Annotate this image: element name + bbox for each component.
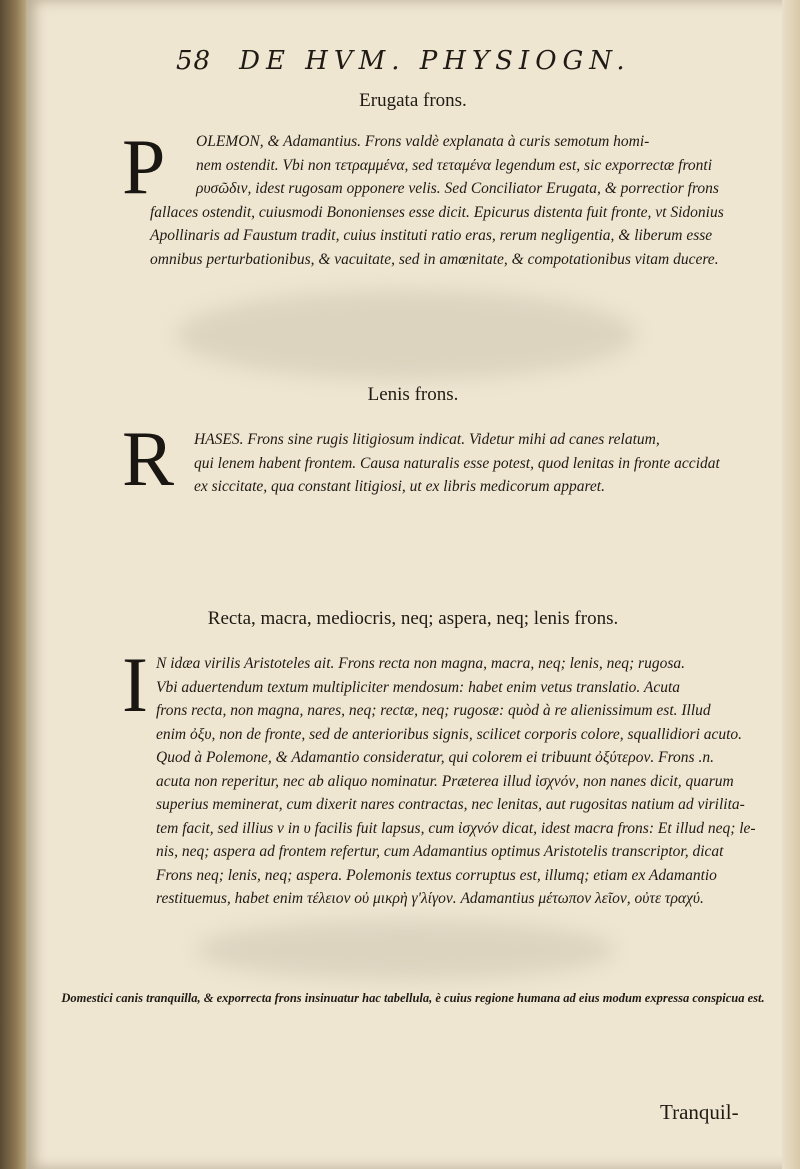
caption-line-1: Domestici canis tranquilla, & exporrecta frons insinuatur hac tabellula, è cuius xyxy=(61,991,472,1005)
section-heading-lenis: Lenis frons. xyxy=(367,384,459,405)
text-line: Apollinaris ad Faustum tradit, cuius instituti ratio eras, rerum negligentia, & liberum esse xyxy=(150,227,713,244)
show-through-engraving-bottom xyxy=(196,920,616,980)
text-line: N idæa virilis Aristoteles ait. Frons recta non magna, macra, neq; lenis, neq; rugosa. xyxy=(156,655,685,672)
text-line: nem ostendit. Vbi non τετραμμένα, sed τεταμένα legendum est, sic exporrectæ fronti xyxy=(196,156,713,174)
show-through-engraving-top xyxy=(176,290,636,380)
text-line: restituemus, habet enim τέλειον οὐ μικρὴ γ'λίγον. Adamantius μέτωπον λεῖον, οὐτε τραχύ. xyxy=(156,890,704,907)
catchword: Tranquil- xyxy=(660,1100,739,1124)
text-line: enim ὀξυ, non de fronte, sed de anterioribus signis, scilicet corporis colore, squallidiori acuto. xyxy=(156,725,743,743)
paragraph-lenis xyxy=(194,428,784,499)
paragraph-recta xyxy=(156,652,786,911)
engraving-caption xyxy=(26,988,800,1008)
text-line: fallaces ostendit, cuiusmodi Bononienses esse dicit. Epicurus distenta fuit fronte, vt Sidonius xyxy=(150,203,724,221)
text-line: superius meminerat, cum dixerit nares contractas, nec lenitas, aut rugositas natium ad virilita- xyxy=(156,796,745,813)
text-line: tem facit, sed illius ν in υ facilis fuit lapsus, cum ἰσχνόν dicat, idest macra frons: Et illud neq; le- xyxy=(156,819,756,837)
paragraph-erugata xyxy=(150,130,780,271)
text-line: HASES. Frons sine rugis litigiosum indicat. Videtur mihi ad canes relatum, xyxy=(194,431,660,448)
section-heading-erugata: Erugata frons. xyxy=(359,90,467,111)
book-binding xyxy=(0,0,26,1169)
text-line: OLEMON, & Adamantius. Frons valdè explanata à curis semotum homi- xyxy=(196,133,650,150)
text-line: omnibus perturbationibus, & vacuitate, sed in amœnitate, & compotationibus vitam ducere. xyxy=(150,250,719,268)
text-line: frons recta, non magna, nares, neq; rectæ, neq; rugosæ: quòd à re alienissimum est. Illud xyxy=(156,702,711,719)
section-heading-recta: Recta, macra, mediocris, neq; aspera, neq; lenis frons. xyxy=(207,608,619,629)
text-line: Vbi aduertendum textum multipliciter mendosum: habet enim vetus translatio. Acuta xyxy=(156,678,681,696)
text-line: ex siccitate, qua constant litigiosi, ut ex libris medicorum apparet. xyxy=(194,478,605,495)
text-line: Quod à Polemone, & Adamantio consideratur, qui colorem ei tribuunt ὀξύτερον. Frons .n. xyxy=(156,749,714,766)
running-title: DE HVM. PHYSIOGN. xyxy=(239,46,631,76)
book-page xyxy=(26,0,800,1169)
text-line: qui lenem habent frontem. Causa naturalis esse potest, quod lenitas in fronte accidat xyxy=(194,454,720,472)
drop-cap-p: P xyxy=(122,123,166,210)
drop-cap-r: R xyxy=(122,415,175,502)
text-line: nis, neq; aspera ad frontem refertur, cum Adamantius optimus Aristotelis transcriptor, dicat xyxy=(156,843,724,860)
text-line: acuta non reperitur, nec ab aliquo nominatur. Præterea illud ἰσχνόν, non nanes dicit, quarum xyxy=(156,772,734,790)
page-number: 58 xyxy=(176,46,212,76)
drop-cap-i: I xyxy=(122,641,148,728)
running-head xyxy=(176,46,696,76)
text-line: ρυσῶδιν, idest rugosam opponere velis. Sed Conciliator Erugata, & porrectior frons xyxy=(196,180,719,197)
text-line: Frons neq; lenis, neq; aspera. Polemonis textus corruptus est, illumq; etiam ex Adamantio xyxy=(156,866,717,884)
caption-line-2: regione humana ad eius modum expressa conspicua est. xyxy=(474,991,765,1005)
